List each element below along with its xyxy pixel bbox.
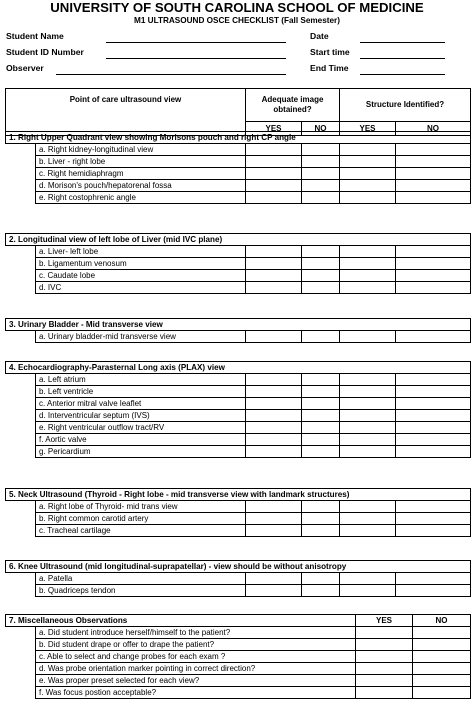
identified-yes-box[interactable] [340,282,396,294]
checklist-row [6,434,471,446]
identified-yes-box[interactable] [340,270,396,282]
misc-row [6,639,471,651]
identified-no-box[interactable] [396,168,471,180]
identified-no-box[interactable] [396,386,471,398]
misc-row [6,627,471,639]
adequate-yes-box[interactable] [246,422,302,434]
identified-yes-box[interactable] [340,180,396,192]
misc-no-box[interactable] [413,627,471,639]
adequate-no-box[interactable] [302,422,340,434]
section-5-table [5,488,471,537]
section-7-table [5,614,471,699]
misc-item-label: f. Was focus postion acceptable? [36,687,356,699]
section-5-title: 5. Neck Ultrasound (Thyroid - Right lobe - mid transverse view with landmark structures) [6,489,471,501]
identified-no-header: NO [396,122,471,136]
checklist-row [6,501,471,513]
identified-yes-box[interactable] [340,331,396,343]
adequate-yes-box[interactable] [246,258,302,270]
adequate-yes-box[interactable] [246,585,302,597]
identified-yes-box[interactable] [340,156,396,168]
adequate-yes-header: YES [246,122,302,136]
misc-yes-box[interactable] [356,687,413,699]
date-label: Date [310,31,329,41]
adequate-no-box[interactable] [302,246,340,258]
checklist-row [6,374,471,386]
identified-yes-box[interactable] [340,144,396,156]
identified-no-box[interactable] [396,573,471,585]
identified-no-box[interactable] [396,525,471,537]
identified-yes-box[interactable] [340,434,396,446]
form-title: UNIVERSITY OF SOUTH CAROLINA SCHOOL OF MEDICINE [50,0,424,15]
start-time-label: Start time [310,47,350,57]
checklist-item-label: g. Pericardium [36,446,246,458]
identified-no-box[interactable] [396,501,471,513]
adequate-yes-box[interactable] [246,446,302,458]
identified-no-box[interactable] [396,434,471,446]
end-time-field[interactable] [360,74,445,75]
identified-yes-box[interactable] [340,446,396,458]
checklist-item-label: b. Ligamentum venosum [36,258,246,270]
section-6-table [5,560,471,597]
identified-yes-box[interactable] [340,398,396,410]
adequate-yes-box[interactable] [246,434,302,446]
misc-item-label: c. Able to select and change probes for each exam ? [36,651,356,663]
adequate-yes-box[interactable] [246,270,302,282]
identified-yes-box[interactable] [340,513,396,525]
student-name-label: Student Name [6,31,64,41]
identified-yes-box[interactable] [340,525,396,537]
adequate-yes-box[interactable] [246,192,302,204]
identified-yes-box[interactable] [340,573,396,585]
identified-yes-box[interactable] [340,585,396,597]
identified-no-box[interactable] [396,446,471,458]
checklist-item-label: b. Liver - right lobe [36,156,246,168]
checklist-row [6,192,471,204]
adequate-no-box[interactable] [302,192,340,204]
form-subtitle: M1 ULTRASOUND OSCE CHECKLIST (Fall Semester) [134,16,340,25]
identified-no-box[interactable] [396,410,471,422]
identified-no-box[interactable] [396,398,471,410]
misc-item-label: d. Was probe orientation marker pointing in correct direction? [36,663,356,675]
section-3-table [5,318,471,343]
checklist-item-label: b. Quadriceps tendon [36,585,246,597]
adequate-yes-box[interactable] [246,398,302,410]
checklist-row [6,386,471,398]
adequate-no-box[interactable] [302,513,340,525]
checklist-row [6,156,471,168]
checklist-item-label: a. Urinary bladder-mid transverse view [36,331,246,343]
misc-yes-box[interactable] [356,639,413,651]
observer-field[interactable] [56,74,286,75]
adequate-no-box[interactable] [302,386,340,398]
adequate-yes-box[interactable] [246,386,302,398]
section-2-title: 2. Longitudinal view of left lobe of Liver (mid IVC plane) [6,234,471,246]
adequate-yes-box[interactable] [246,168,302,180]
adequate-yes-box[interactable] [246,573,302,585]
checklist-item-label: c. Right hemidiaphragm [36,168,246,180]
adequate-no-box[interactable] [302,144,340,156]
adequate-no-box[interactable] [302,398,340,410]
identified-yes-box[interactable] [340,386,396,398]
adequate-no-box[interactable] [302,501,340,513]
adequate-no-box[interactable] [302,410,340,422]
misc-no-header: NO [413,615,471,627]
section-1-title: 1. Right Upper Quadrant view showing Morisons pouch and right CP angle [6,132,471,144]
adequate-yes-box[interactable] [246,246,302,258]
checklist-item-label: a. Right kidney-longitudinal view [36,144,246,156]
checklist-item-label: c. Anterior mitral valve leaflet [36,398,246,410]
adequate-image-header: Adequate image obtained? [246,89,340,122]
identified-yes-box[interactable] [340,246,396,258]
column-header-table [5,88,471,136]
identified-no-box[interactable] [396,258,471,270]
identified-no-box[interactable] [396,192,471,204]
identified-yes-box[interactable] [340,192,396,204]
adequate-no-box[interactable] [302,525,340,537]
checklist-item-label: f. Aortic valve [36,434,246,446]
misc-no-box[interactable] [413,663,471,675]
adequate-no-box[interactable] [302,434,340,446]
adequate-yes-box[interactable] [246,374,302,386]
adequate-no-box[interactable] [302,374,340,386]
adequate-no-box[interactable] [302,331,340,343]
observer-label: Observer [6,63,44,73]
misc-no-box[interactable] [413,687,471,699]
adequate-yes-box[interactable] [246,282,302,294]
misc-row [6,687,471,699]
identified-no-box[interactable] [396,513,471,525]
checklist-item-label: d. Interventricular septum (IVS) [36,410,246,422]
misc-yes-box[interactable] [356,675,413,687]
section-1-table [5,131,471,204]
section-7-title: 7. Miscellaneous Observations [6,615,356,627]
checklist-item-label: c. Tracheal cartilage [36,525,246,537]
checklist-item-label: b. Left ventricle [36,386,246,398]
checklist-row [6,331,471,343]
adequate-yes-box[interactable] [246,513,302,525]
section-3-title: 3. Urinary Bladder - Mid transverse view [6,319,471,331]
adequate-yes-box[interactable] [246,156,302,168]
misc-no-box[interactable] [413,639,471,651]
identified-yes-box[interactable] [340,258,396,270]
adequate-yes-box[interactable] [246,180,302,192]
checklist-row [6,144,471,156]
checklist-row [6,282,471,294]
adequate-no-box[interactable] [302,156,340,168]
identified-no-box[interactable] [396,331,471,343]
adequate-no-box[interactable] [302,180,340,192]
adequate-no-box[interactable] [302,168,340,180]
misc-no-box[interactable] [413,651,471,663]
adequate-no-box[interactable] [302,282,340,294]
adequate-no-box[interactable] [302,446,340,458]
identified-no-box[interactable] [396,585,471,597]
structure-identified-header: Structure Identified? [340,89,471,122]
misc-item-label: e. Was proper preset selected for each view? [36,675,356,687]
checklist-row [6,513,471,525]
start-time-field[interactable] [360,58,445,59]
identified-yes-box[interactable] [340,168,396,180]
checklist-row [6,180,471,192]
checklist-item-label: e. Right costophrenic angle [36,192,246,204]
checklist-item-label: a. Right lobe of Thyroid- mid trans view [36,501,246,513]
identified-yes-header: YES [340,122,396,136]
end-time-label: End Time [310,63,349,73]
adequate-yes-box[interactable] [246,144,302,156]
checklist-item-label: a. Left atrium [36,374,246,386]
student-name-field[interactable] [106,42,286,43]
checklist-item-label: a. Liver- left lobe [36,246,246,258]
checklist-item-label: d. Morison's pouch/hepatorenal fossa [36,180,246,192]
checklist-row [6,422,471,434]
checklist-row [6,258,471,270]
checklist-item-label: a. Patella [36,573,246,585]
adequate-no-box[interactable] [302,270,340,282]
identified-no-box[interactable] [396,156,471,168]
adequate-no-box[interactable] [302,573,340,585]
section-2-table [5,233,471,294]
view-column-header: Point of care ultrasound view [6,89,246,136]
identified-no-box[interactable] [396,144,471,156]
section-4-table [5,361,471,458]
identified-yes-box[interactable] [340,410,396,422]
checklist-row [6,573,471,585]
adequate-yes-box[interactable] [246,410,302,422]
checklist-row [6,585,471,597]
adequate-no-box[interactable] [302,585,340,597]
section-4-title: 4. Echocardiography-Parasternal Long axis (PLAX) view [6,362,471,374]
checklist-item-label: b. Right common carotid artery [36,513,246,525]
checklist-item-label: c. Caudate lobe [36,270,246,282]
checklist-row [6,398,471,410]
identified-yes-box[interactable] [340,374,396,386]
adequate-no-header: NO [302,122,340,136]
identified-no-box[interactable] [396,374,471,386]
identified-no-box[interactable] [396,246,471,258]
adequate-yes-box[interactable] [246,331,302,343]
identified-no-box[interactable] [396,422,471,434]
identified-yes-box[interactable] [340,422,396,434]
misc-row [6,663,471,675]
identified-no-box[interactable] [396,282,471,294]
identified-no-box[interactable] [396,180,471,192]
adequate-yes-box[interactable] [246,525,302,537]
adequate-no-box[interactable] [302,258,340,270]
misc-item-label: b. Did student drape or offer to drape the patient? [36,639,356,651]
misc-row [6,675,471,687]
identified-no-box[interactable] [396,270,471,282]
section-6-title: 6. Knee Ultrasound (mid longitudinal-suprapatellar) - view should be without anisotropy [6,561,471,573]
misc-yes-header: YES [356,615,413,627]
date-field[interactable] [360,42,445,43]
misc-yes-box[interactable] [356,651,413,663]
checklist-row [6,246,471,258]
checklist-row [6,168,471,180]
student-id-label: Student ID Number [6,47,84,57]
misc-row [6,651,471,663]
checklist-item-label: e. Right ventricular outflow tract/RV [36,422,246,434]
adequate-yes-box[interactable] [246,501,302,513]
identified-yes-box[interactable] [340,501,396,513]
checklist-row [6,446,471,458]
misc-yes-box[interactable] [356,627,413,639]
checklist-row [6,525,471,537]
checklist-row [6,270,471,282]
misc-yes-box[interactable] [356,663,413,675]
misc-no-box[interactable] [413,675,471,687]
student-id-field[interactable] [106,58,286,59]
checklist-item-label: d. IVC [36,282,246,294]
checklist-row [6,410,471,422]
misc-item-label: a. Did student introduce herself/himself to the patient? [36,627,356,639]
